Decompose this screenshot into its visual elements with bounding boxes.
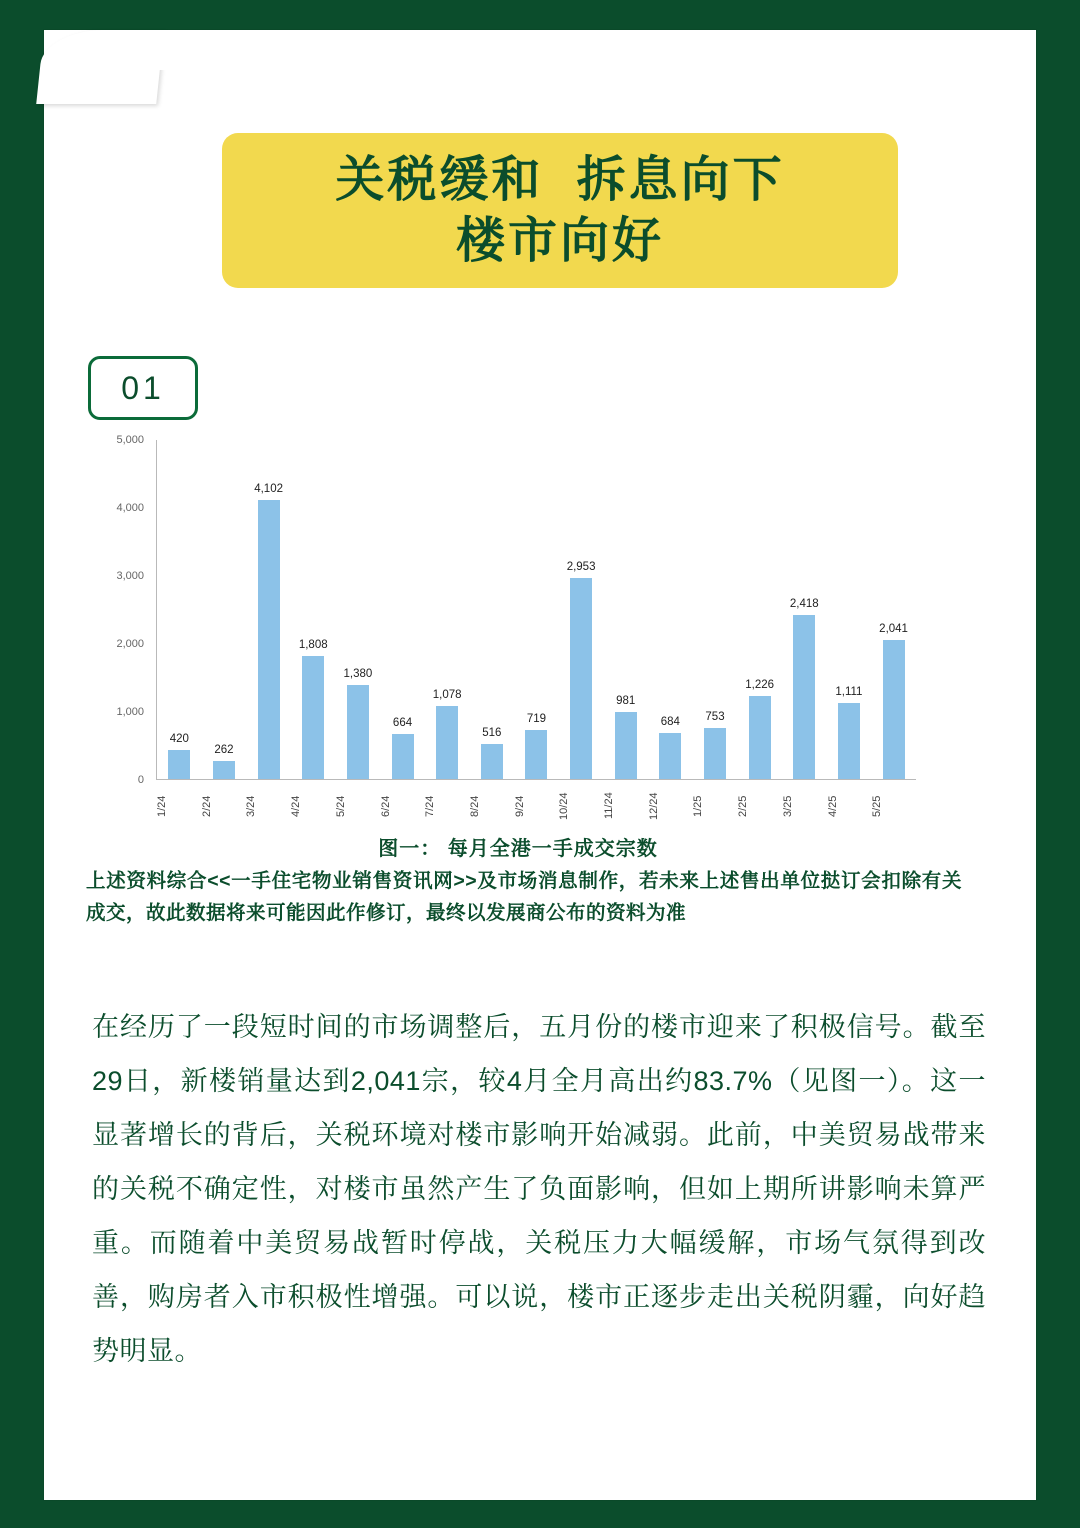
chart-bar-column	[559, 440, 604, 779]
chart-x-tick: 4/24	[290, 795, 303, 817]
chart-bar-column	[782, 440, 827, 779]
chart-bar-value-label: 1,111	[835, 686, 863, 699]
chart-x-tick: 3/24	[245, 795, 258, 817]
chart-bar-value-label: 1,226	[745, 678, 775, 691]
chart-x-axis	[156, 784, 916, 828]
page-title-line-1: 关税缓和 拆息向下	[335, 152, 785, 207]
chart-y-tick: 3,000	[116, 570, 144, 582]
figure-source-note: 上述资料综合<<一手住宅物业销售资讯网>>及市场消息制作，若未来上述售出单位挞订会扣除有关成交，故此数据将来可能因此作修订，最终以发展商公布的资料为准	[86, 870, 962, 924]
chart-bar-value-label: 2,953	[566, 561, 596, 574]
chart-bar-column	[469, 440, 514, 779]
chart-bar	[749, 696, 771, 779]
chart-bar-column	[246, 440, 291, 779]
chart-bar	[392, 734, 414, 779]
chart-y-tick: 0	[137, 774, 144, 786]
chart-bar-value-label: 684	[660, 715, 680, 728]
chart-bar-value-label: 981	[616, 695, 636, 708]
chart-bars	[157, 440, 916, 779]
chart-bar-value-label: 2,041	[879, 623, 908, 636]
chart-x-tick: 2/25	[737, 795, 750, 817]
chart-bar	[481, 744, 503, 779]
chart-x-tick: 6/24	[379, 795, 392, 817]
chart-bar-column	[291, 440, 336, 779]
chart-bar	[168, 750, 190, 779]
chart-bar-value-label: 1,380	[343, 668, 373, 681]
chart-bar-value-label: 664	[392, 716, 413, 729]
chart-bar	[704, 728, 726, 779]
chart-y-tick: 5,000	[116, 434, 144, 446]
chart-bar	[258, 500, 280, 779]
chart-bar	[793, 615, 815, 779]
chart-plot-area	[156, 440, 916, 780]
chart-bar	[883, 640, 905, 779]
chart-x-tick: 4/25	[826, 795, 839, 817]
page-title	[222, 133, 898, 288]
chart-bar-column	[380, 440, 425, 779]
chart-x-tick: 1/24	[156, 795, 168, 817]
chart-bar	[659, 733, 681, 780]
chart-x-tick: 3/25	[781, 795, 794, 817]
chart-bar	[436, 706, 458, 779]
chart-bar-column	[871, 440, 916, 779]
chart-bar	[213, 761, 235, 779]
chart-bar-column	[425, 440, 470, 779]
chart-bar-column	[157, 440, 202, 779]
chart-bar	[838, 703, 860, 779]
chart-bar	[525, 730, 547, 779]
chart-x-tick: 10/24	[558, 792, 571, 820]
chart-x-tick: 7/24	[424, 795, 437, 817]
chart-bar	[615, 712, 637, 779]
chart-bar-value-label: 516	[482, 726, 502, 739]
chart-bar-column	[336, 440, 381, 779]
chart-bar-column	[827, 440, 872, 779]
chart-bar-value-label: 1,078	[432, 688, 462, 701]
page-title-line-2: 楼市向好	[455, 213, 664, 268]
chart-bar-value-label: 420	[169, 733, 189, 746]
chart-bar-column	[603, 440, 648, 779]
section-number-badge: 01	[88, 356, 198, 420]
chart-y-axis	[88, 434, 150, 786]
chart-x-tick: 5/25	[871, 795, 884, 817]
chart-x-tick: 2/24	[200, 795, 213, 817]
chart-bar-value-label: 262	[214, 744, 234, 757]
chart-bar-value-label: 719	[526, 713, 547, 726]
chart-x-tick: 1/25	[692, 795, 705, 817]
chart-bar-value-label: 2,418	[789, 597, 819, 610]
bar-chart	[88, 434, 948, 820]
chart-bar	[302, 656, 324, 779]
chart-bar	[347, 685, 369, 779]
chart-bar-column	[202, 440, 247, 779]
chart-bar-column	[737, 440, 782, 779]
figure-caption: 图一： 每月全港一手成交宗数	[378, 838, 658, 860]
chart-x-tick: 12/24	[647, 792, 660, 820]
chart-bar-value-label: 1,808	[298, 639, 328, 652]
chart-x-tick: 8/24	[468, 795, 481, 817]
chart-x-tick: 5/24	[334, 795, 347, 817]
chart-bar-value-label: 753	[705, 710, 725, 723]
chart-x-tick: 11/24	[603, 792, 616, 820]
chart-y-tick: 1,000	[116, 706, 144, 718]
chart-y-tick: 2,000	[116, 638, 144, 650]
chart-bar-column	[693, 440, 738, 779]
chart-bar-column	[648, 440, 693, 779]
chart-bar-value-label: 4,102	[254, 483, 283, 496]
article-paragraph: 在经历了一段短时间的市场调整后，五月份的楼市迎来了积极信号。截至29日，新楼销量达到2,041宗，较4月全月高出约83.7%（见图一）。这一显著增长的背后，关税环境对楼市影响开始减弱。此前，中美贸易战带来的关税不确定性，对楼市虽然产生了负面影响，但如上期所讲影响未算严重。而随着中美贸易战暂时停战，关税压力大幅缓解，市场气氛得到改善，购房者入市积极性增强。可以说，楼市正逐步走出关税阴霾，向好趋势明显。	[92, 1012, 986, 1366]
chart-y-tick: 4,000	[116, 502, 144, 514]
chart-x-tick: 9/24	[513, 795, 526, 817]
chart-bar	[570, 578, 592, 779]
chart-bar-column	[514, 440, 559, 779]
